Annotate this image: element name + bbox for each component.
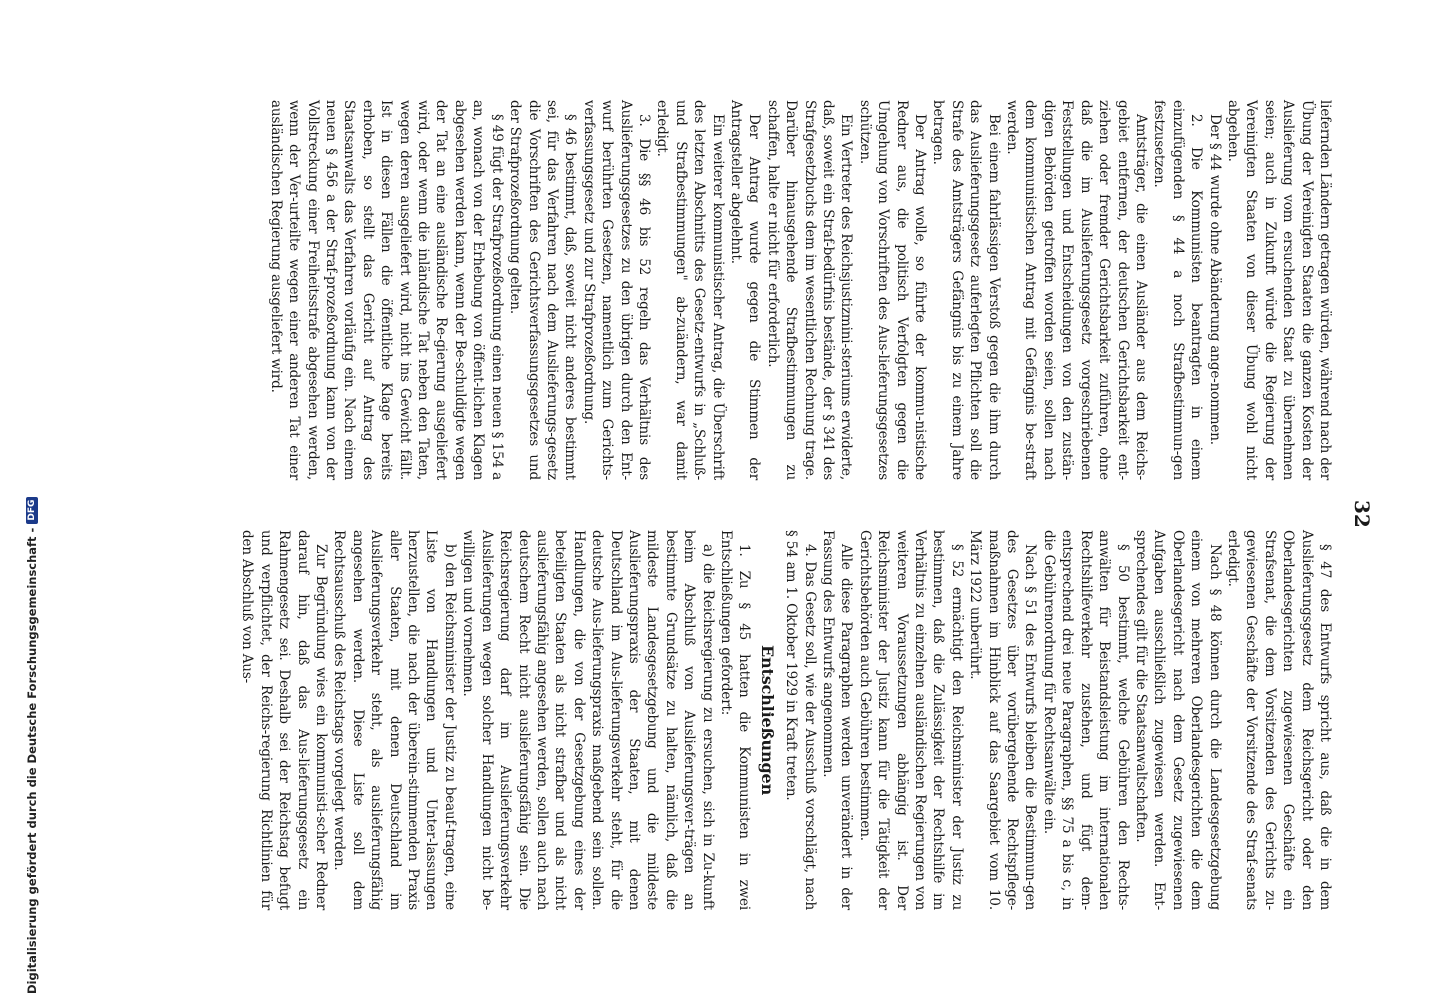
paragraph: § 47 des Entwurfs spricht aus, daß die in dem Auslieferungsgesetz dem Reichsgericht oder den Oberlandesgerichten zugewiesenen Geschäfte ein Strafsenat, die dem Vorsitzenden des Gerichts zu-gewiesenen Geschäfte der Vorsitzende des Straf-senats erledigt.	[1224, 530, 1333, 910]
paragraph: Der § 44 wurde ohne Abänderung ange-nommen.	[1206, 114, 1223, 445]
paragraph: Zur Begründung wies ein kommunisti-scher Redner darauf hin, daß das Aus-lieferungsgesetz ein Rahmengesetz sei. Deshalb sei der Reichstag befugt und verpflichtet, der Reichs-regierung Richtlinien für den Abschluß von Aus-	[239, 530, 330, 910]
paragraph: Nach § 48 können durch die Landesgesetzgebung einem von mehreren Oberlandesgerichten die dem Oberlandesgericht nach dem Gesetz zugewiesenen Aufgaben ausschließlich zugewiesen werden. Ent-sprechendes gilt für die Staatsanwaltschaften.	[1132, 530, 1223, 910]
paragraph: § 49 fügt der Strafprozeßordnung einen neuen § 154 a an, wonach von der Erhebung von öffent-lichen Klagen abgesehen werden kann, wenn der Be-schuldigte wegen der Tat an eine ausländische Re-gierung ausgeliefert wird, oder wenn die inländische Tat neben den Taten, wegen deren ausgeliefert wird, nicht ins Gewicht fällt. Ist in diesen Fällen die öffentliche Klage bereits erhoben, so stellt das Gericht auf Antrag des Staatsanwalts das Verfahren vorläufig ein. Nach einem neuen § 456 a der Straf-prozeßordnung kann von der Vollstreckung einer Freiheitsstrafe abgesehen werden, wenn der Ver-urteilte wegen einer anderen Tat einer ausländischen Regierung ausgeliefert wird.	[267, 100, 505, 480]
footer-text: Digitalisierung gefördert durch die Deutsche Forschungsgemeinschaft -	[25, 527, 39, 994]
paragraph: 4. Das Gesetz soll, wie der Ausschuß vorschlägt, nach § 54 am 1. Oktober 1929 in Kraft treten.	[783, 530, 818, 910]
dfg-logo-icon: DFG	[26, 497, 38, 524]
page-number: 32	[1350, 500, 1374, 528]
paragraph: Amtsträger, die einen Ausländer aus dem Reichs-gebiet entfernen, der deutschen Gerichtsbarkeit ent-ziehen oder fremder Gerichtsbarkeit zuführen, ohne daß die im Auslieferungsgesetz vorgeschriebenen Feststellungen und Entscheidungen von den zustän-digen Behörden getroffen worden seien, sollen nach dem kommunistischen Antrag mit Gefängnis be-straft werden.	[1004, 100, 1149, 480]
paragraph: Nach § 51 des Entwurfs bleiben die Bestimmun-gen des Gesetzes über vorübergehende Rechtspflege-maßnahmen im Hinblick auf das Saargebiet vom 10. März 1922 unberührt.	[967, 530, 1039, 910]
paragraph: Ein Vertreter des Reichsjustizmini-steriums erwiderte, daß, soweit ein Straf-bedürfnis bestände, der § 341 des Strafgesetzbuchs dem im wesentlichen Rechnung trage. Darüber hinausgehende Strafbestimmungen zu schaffen, halte er nicht für erforderlich.	[764, 100, 855, 480]
paragraph: 2. Die Kommunisten beantragten in einem einzufügenden § 44 a noch Strafbestimmun-gen festzusetzen.	[1151, 100, 1205, 480]
paragraph: 3. Die §§ 46 bis 52 regeln das Verhältnis des Auslieferungsgesetzes zu den übrigen durch den Ent-wurf berührten Gesetzen, namentlich zum Gerichts-verfassungsgesetz und zur Strafprozeßordnung.	[580, 100, 652, 480]
section-heading: Entschließungen	[757, 644, 777, 796]
paragraph: a) die Reichsregierung zu ersuchen, sich in Zu-kunft beim Abschluß von Auslieferungsver-trägen an bestimmte Grundsätze zu halten, nämlich, daß die mildeste Landesgesetzgebung und die mildeste Auslieferungspraxis der Staaten, mit denen Deutschland im Aus-lieferungsverkehr steht, für die deutsche Aus-lieferungspraxis maßgebend sein sollen. Handlungen, die von der Gesetzgebung eines der beteiligten Staaten als nicht strafbar und als nicht auslieferungsfähig angesehen werden, sollen auch nach deutschem Recht nicht auslieferungsfähig sein. Die Reichsregierung darf im Auslieferungsverkehr Auslieferungen wegen solcher Handlungen nicht be-willigen und vornehmen.	[460, 530, 716, 910]
paragraph: liefernden Ländern getragen würden, während nach der Übung der Vereinigten Staaten die ganzen Kosten der Auslieferung vom ersuchenden Staat zu übernehmen seien; auch in Zukunft würde die Regierung der Vereinigten Staaten von dieser Übung wohl nicht abgehen.	[1224, 100, 1333, 480]
paragraph: § 46 bestimmt, daß, soweit nicht anderes bestimmt sei, für das Verfahren nach dem Auslieferungs-gesetz die Vorschriften des Gerichtsverfassungsgesetzes und der Strafprozeßordnung gelten.	[507, 100, 579, 480]
paragraph: 1. Zu § 45 hatten die Kommunisten in zwei Entschließungen gefordert:	[718, 530, 753, 910]
paragraph: Der Antrag wurde gegen die Stimmen der Antragsteller abgelehnt.	[728, 100, 763, 480]
paragraph: § 50 bestimmt, welche Gebühren den Rechts-anwälten für Beistandsleistung im internationalen Rechtshilfeverkehr zustehen, und fügt dem-entsprechend drei neue Paragraphen, §§ 75 a bis c, in die Gebührenordnung für Rechtsanwälte ein.	[1040, 530, 1131, 910]
paragraph: Ein weiterer kommunistischer Antrag, die Überschrift des letzten Abschnitts des Gesetz-entwurfs in „Schluß- und Strafbestimmungen" ab-zuändern, war damit erledigt.	[654, 100, 726, 480]
left-column	[266, 100, 1334, 480]
paragraph: Alle diese Paragraphen werden unverändert in der Fassung des Entwurfs angenommen.	[820, 530, 855, 910]
paragraph: § 52 ermächtigt den Reichsminister der Justiz zu bestimmen, daß die Zulässigkeit der Rechtshilfe im Verhältnis zu einzelnen ausländischen Regierungen von weiteren Voraussetzungen abhängig ist. Der Reichsminister der Justiz kann für die Tätigkeit der Gerichtsbehörden auch Gebühren bestimmen.	[856, 530, 965, 910]
paragraph: b) den Reichsminister der Justiz zu beauf-tragen, eine Liste von Handlungen und Unter-lassungen herzustellen, die nach der überein-stimmenden Praxis aller Staaten, mit denen Deutschland im Auslieferungsverkehr steht, als auslieferungsfähig angesehen werden. Diese Liste soll dem Rechtsausschuß des Reichstags vorgelegt werden.	[331, 530, 458, 910]
digitization-footer	[22, 0, 42, 1000]
paragraph: Der Antrag wolle, so führte der kommu-nistische Redner aus, die politisch Verfolgten gegen die Umgehung von Vorschriften des Aus-lieferungsgesetzes schützen.	[856, 100, 929, 480]
paragraph: Bei einem fahrlässigen Verstoß gegen die ihm durch das Auslieferungsgesetz auferlegten Pflichten soll die Strafe des Amtsträgers Gefängnis bis zu einem Jahre betragen.	[930, 100, 1002, 480]
right-column	[238, 530, 1334, 910]
